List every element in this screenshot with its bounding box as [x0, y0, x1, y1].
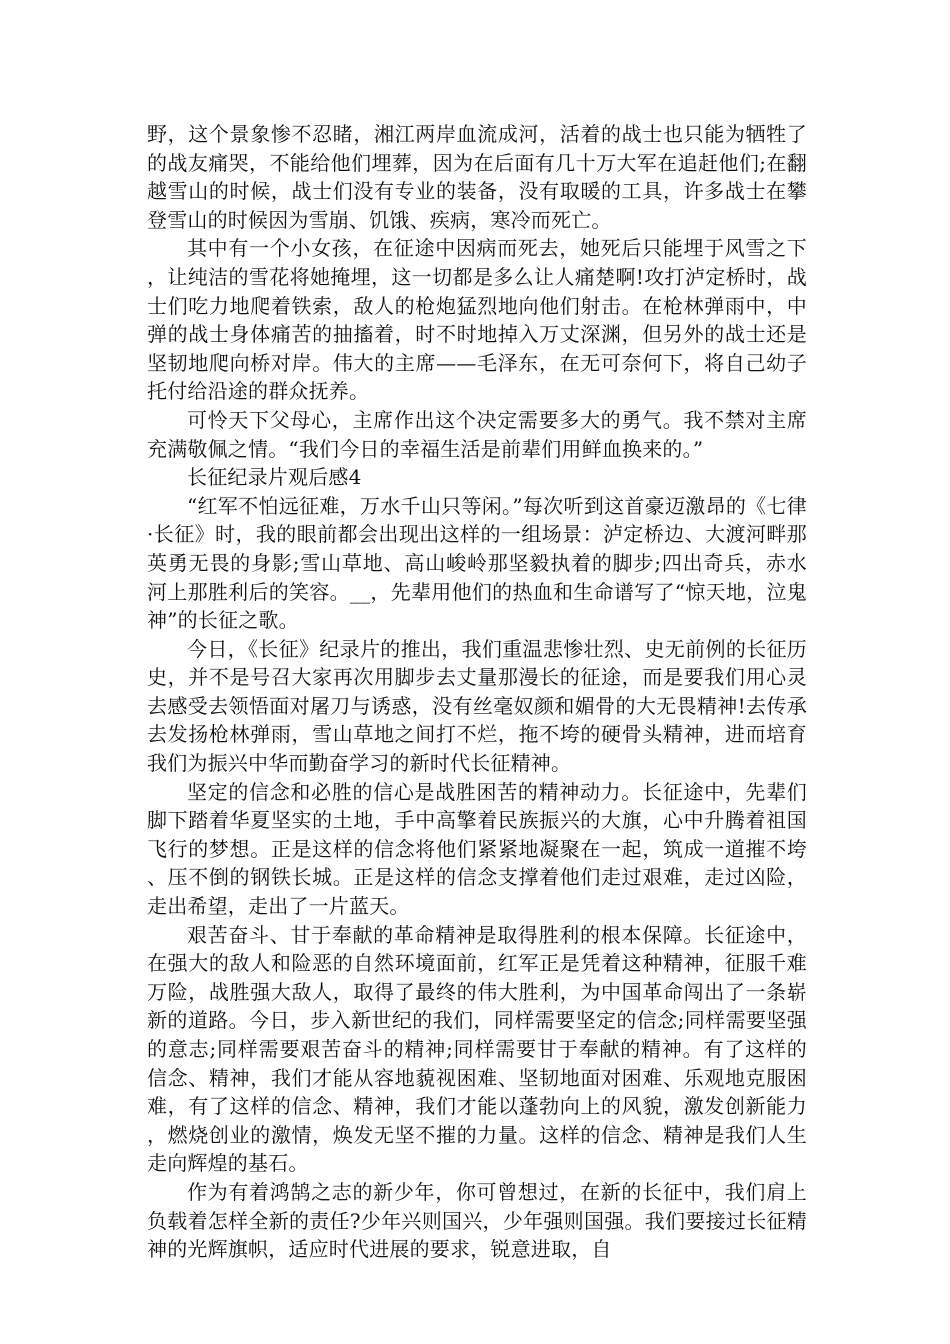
paragraph-1: 野，这个景象惨不忍睹，湘江两岸血流成河，活着的战士也只能为牺牲了的战友痛哭，不能给他们埋葬，因为在后面有几十万大军在追赶他们;在翻越雪山的时候，战士们没有专业的装备，没有取暖的工具，许多战士在攀登雪山的时候因为雪崩、饥饿、疾病，寒冷而死亡。 — [147, 122, 807, 232]
paragraph-8: 作为有着鸿鹄之志的新少年，你可曾想过，在新的长征中，我们肩上负载着怎样全新的责任?少年兴则国兴，少年强则国强。我们要接过长征精神的光辉旗帜，适应时代进展的要求，锐意进取，自 — [147, 1179, 807, 1262]
paragraph-2: 其中有一个小女孩，在征途中因病而死去，她死后只能埋于风雪之下，让纯洁的雪花将她掩埋，这一切都是多么让人痛楚啊!攻打泸定桥时，战士们吃力地爬着铁索，敌人的枪炮猛烈地向他们射击。在枪林弹雨中，中弹的战士身体痛苦的抽搐着，时不时地掉入万丈深渊，但另外的战士还是坚韧地爬向桥对岸。伟大的主席——毛泽东，在无可奈何下，将自己幼子托付给沿途的群众抚养。 — [147, 236, 807, 404]
paragraph-4: “红军不怕远征难，万水千山只等闲。”每次听到这首豪迈激昂的《七律·长征》时，我的眼前都会出现出这样的一组场景：泸定桥边、大渡河畔那英勇无畏的身影;雪山草地、高山峻岭那坚毅执着的脚步;四出奇兵，赤水河上那胜利后的笑容。__，先辈用他们的热血和生命谱写了“惊天地，泣鬼神”的长征之歌。 — [147, 493, 807, 633]
paragraph-6: 坚定的信念和必胜的信心是战胜困苦的精神动力。长征途中，先辈们脚下踏着华夏坚实的土地，手中高擎着民族振兴的大旗，心中升腾着祖国飞行的梦想。正是这样的信念将他们紧紧地凝聚在一起，筑成一道摧不垮、压不倒的钢铁长城。正是这样的信念支撑着他们走过艰难，走过凶险，走出希望，走出了一片蓝天。 — [147, 779, 807, 919]
paragraph-5: 今日，《长征》纪录片的推出，我们重温悲惨壮烈、史无前例的长征历史，并不是号召大家再次用脚步去丈量那漫长的征途，而是要我们用心灵去感受去领悟面对屠刀与诱惑，没有丝毫奴颜和媚骨的大无畏精神!去传承去发扬枪林弹雨，雪山草地之间打不烂，拖不垮的硬骨头精神，进而培育我们为振兴中华而勤奋学习的新时代长征精神。 — [147, 636, 807, 776]
paragraph-3: 可怜天下父母心，主席作出这个决定需要多大的勇气。我不禁对主席充满敬佩之情。“我们今日的幸福生活是前辈们用鲜血换来的。” — [147, 407, 807, 461]
section-heading: 长征纪录片观后感4 — [187, 465, 362, 490]
paragraph-7: 艰苦奋斗、甘于奉献的革命精神是取得胜利的根本保障。长征途中，在强大的敌人和险恶的自然环境面前，红军正是凭着这种精神，征服千难万险，战胜强大敌人，取得了最终的伟大胜利，为中国革命闯出了一条崭新的道路。今日，步入新世纪的我们，同样需要坚定的信念;同样需要坚强的意志;同样需要艰苦奋斗的精神;同样需要甘于奉献的精神。有了这样的信念、精神，我们才能从容地藐视困难、坚韧地面对困难、乐观地克服困难，有了这样的信念、精神，我们才能以蓬勃向上的风貌，激发创新能力，燃烧创业的激情，焕发无坚不摧的力量。这样的信念、精神是我们人生走向辉煌的基石。 — [147, 922, 807, 1176]
document-body — [147, 120, 807, 1264]
